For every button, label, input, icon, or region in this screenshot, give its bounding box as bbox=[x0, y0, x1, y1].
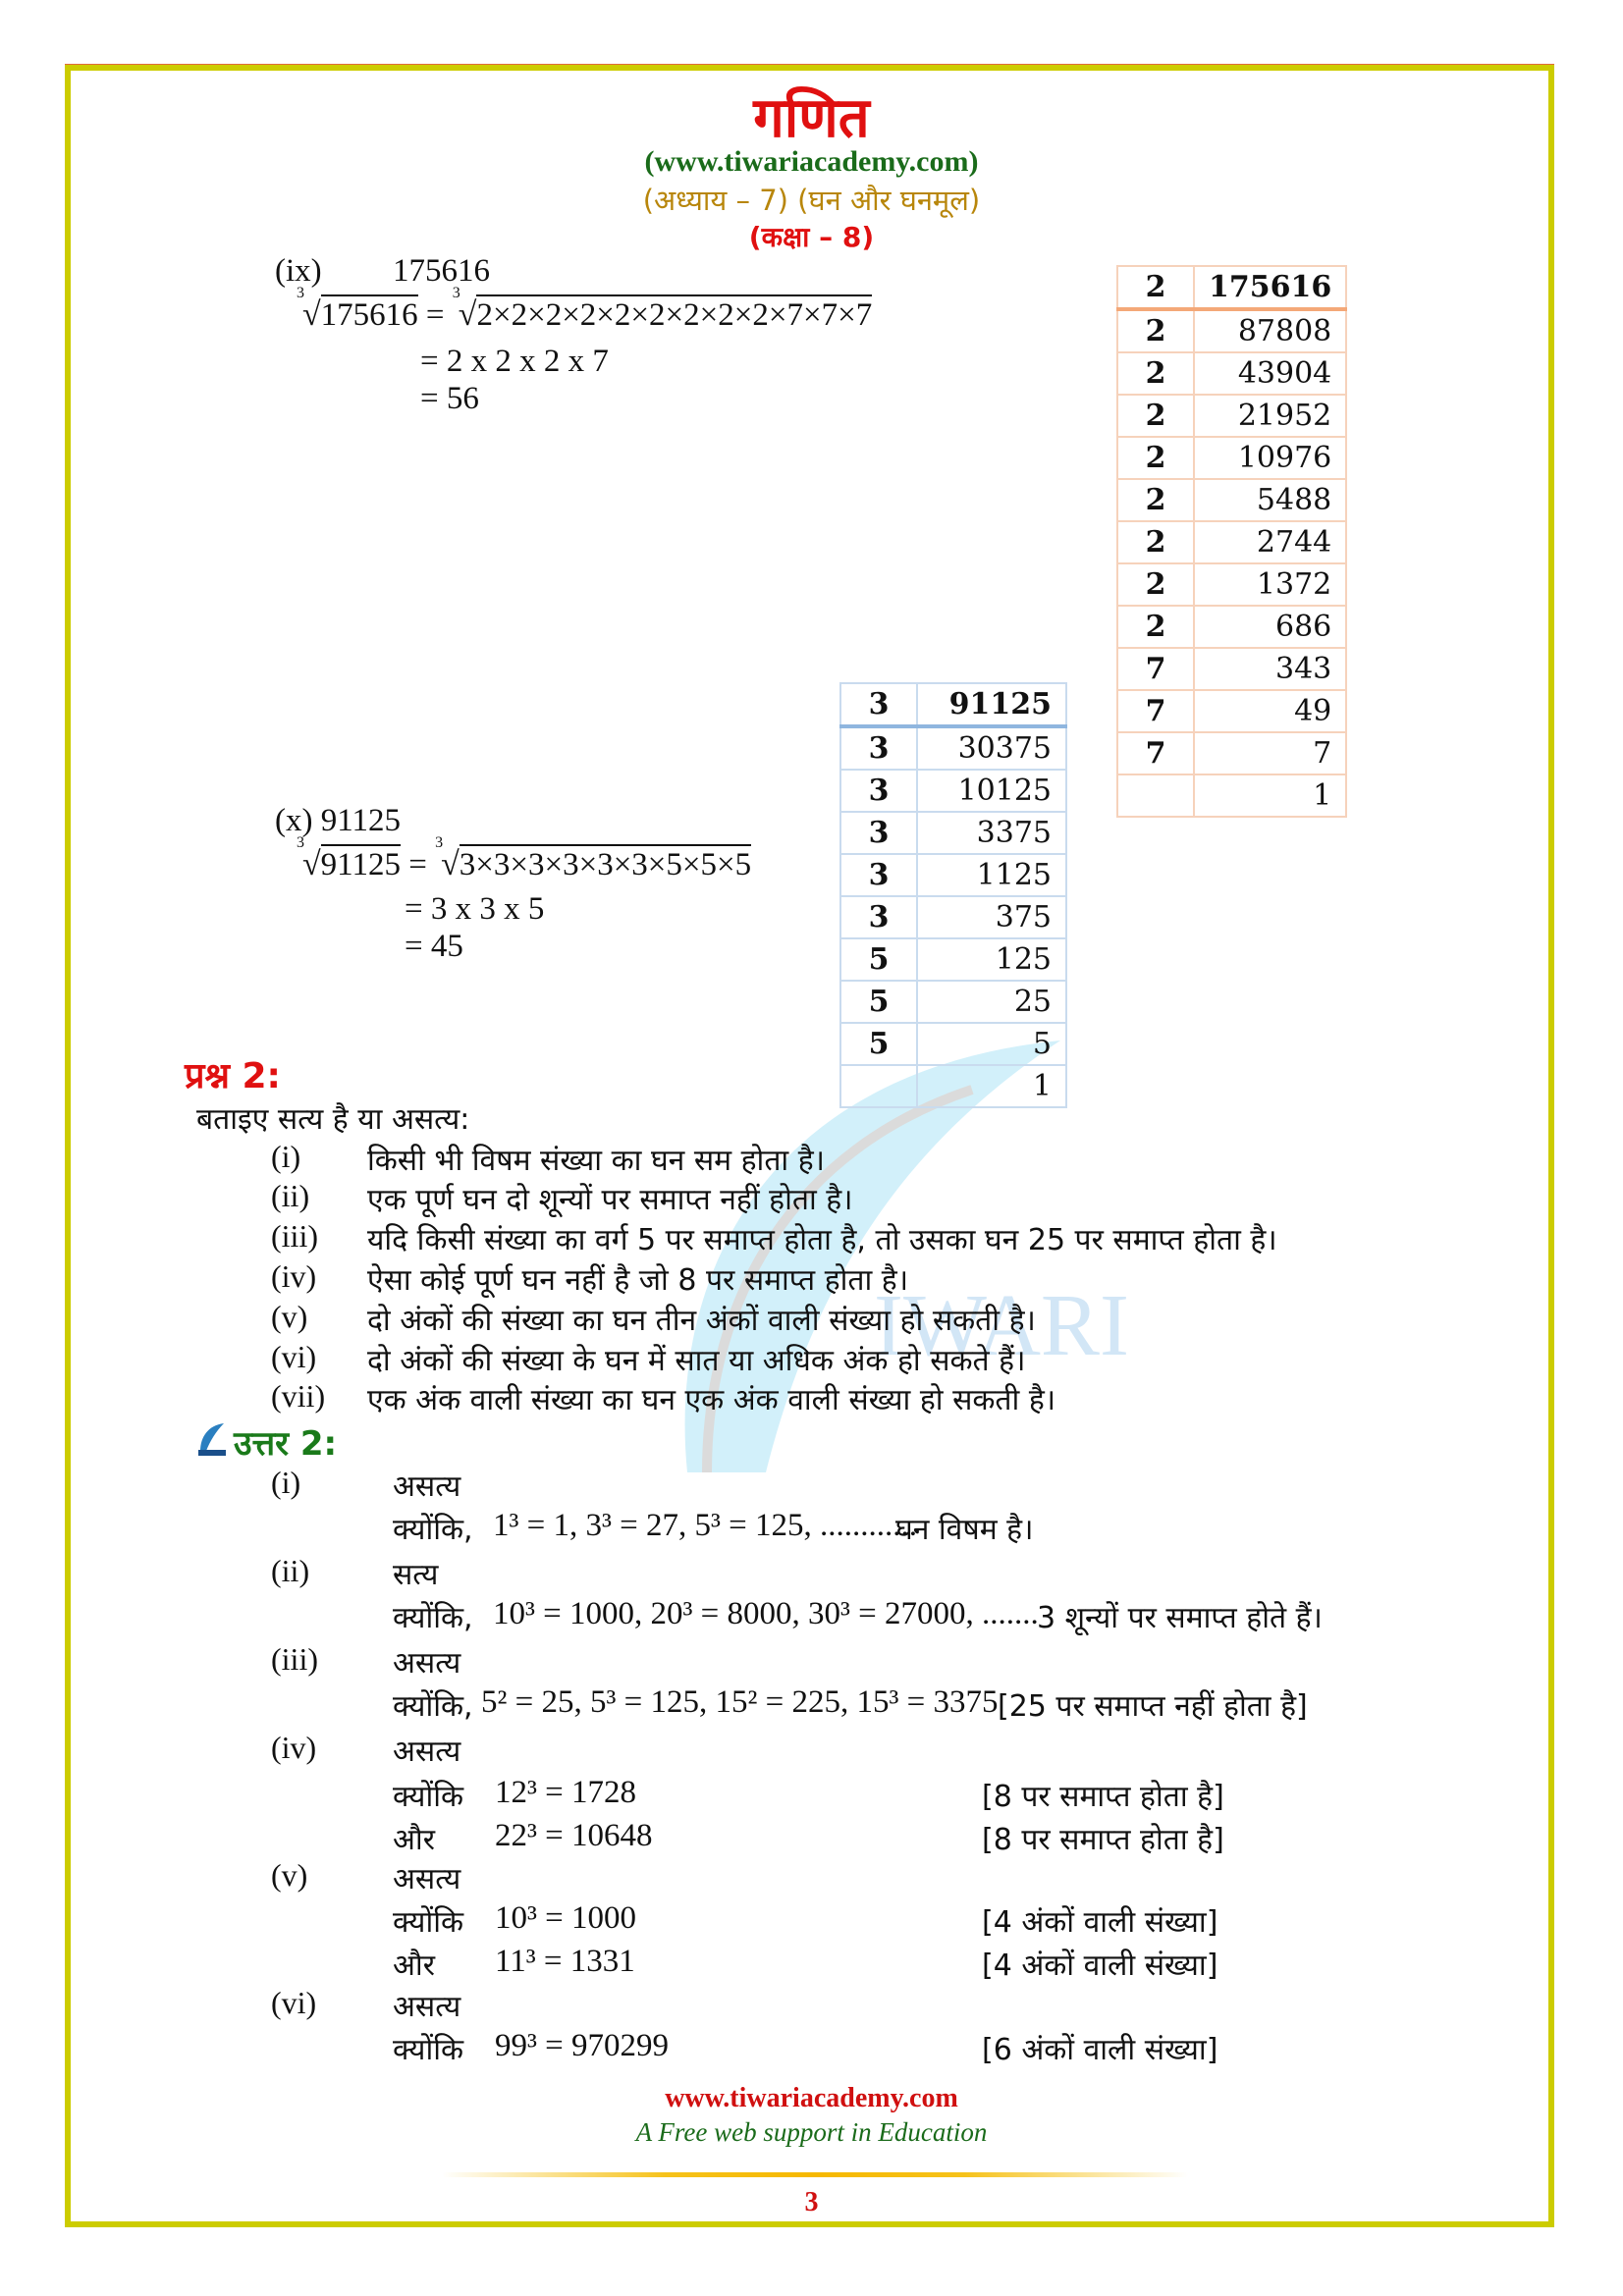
table-row bbox=[840, 812, 1066, 854]
header-website: (www.tiwariacademy.com) bbox=[644, 145, 979, 178]
value-cell: 1125 bbox=[917, 854, 1066, 896]
problem-ix-label: (ix) bbox=[275, 253, 322, 289]
value-cell: 2744 bbox=[1194, 521, 1346, 563]
lhs-radicand: 175616 bbox=[321, 294, 418, 333]
class-label: (कक्षा – 8) bbox=[748, 221, 875, 253]
table-row bbox=[840, 938, 1066, 981]
divisor-cell: 2 bbox=[1117, 563, 1194, 606]
divisor-cell: 5 bbox=[840, 938, 917, 981]
problem-ix-number: 175616 bbox=[393, 253, 490, 289]
table-row bbox=[1117, 479, 1346, 521]
table-row bbox=[840, 726, 1066, 770]
question-item-num: (v) bbox=[271, 1299, 308, 1334]
answer-verdict: सत्य bbox=[393, 1558, 439, 1592]
problem-ix-step2: = 56 bbox=[420, 381, 479, 416]
divisor-cell: 2 bbox=[1117, 606, 1194, 648]
value-cell: 5488 bbox=[1194, 479, 1346, 521]
answer-lead: क्योंकि bbox=[393, 1905, 464, 1940]
equals-sign: = bbox=[408, 847, 427, 882]
tiwari-leaf-logo-icon bbox=[196, 1421, 228, 1457]
answer-expression: 10³ = 1000, 20³ = 8000, 30³ = 27000, ....... bbox=[493, 1596, 1039, 1631]
divisor-cell: 7 bbox=[1117, 690, 1194, 732]
answer-verdict: असत्य bbox=[393, 1862, 461, 1896]
question-item-num: (vii) bbox=[271, 1378, 326, 1414]
footer-tagline: A Free web support in Education bbox=[635, 2117, 988, 2147]
root-index: 3 bbox=[452, 285, 460, 301]
answer-lead: और bbox=[393, 1823, 435, 1857]
answer-note: [25 पर समाप्त नहीं होता है] bbox=[998, 1689, 1308, 1724]
chapter-subtitle: (अध्याय – 7) (घन और घनमूल) bbox=[642, 184, 981, 217]
answer-expression: 11³ = 1331 bbox=[495, 1944, 635, 1979]
root-index: 3 bbox=[297, 834, 304, 851]
divisor-cell: 3 bbox=[840, 683, 917, 726]
answer-item-num: (i) bbox=[271, 1465, 301, 1500]
value-cell: 1 bbox=[917, 1065, 1066, 1107]
divisor-cell bbox=[1117, 774, 1194, 817]
divisor-cell: 7 bbox=[1117, 648, 1194, 690]
question-item-num: (iv) bbox=[271, 1258, 317, 1294]
footer-website-link[interactable]: www.tiwariacademy.com bbox=[665, 2083, 958, 2113]
question-item-text: एक अंक वाली संख्या का घन एक अंक वाली संख्या हो सकती है। bbox=[367, 1383, 1056, 1417]
table-row bbox=[1117, 606, 1346, 648]
table-header-row bbox=[1117, 266, 1346, 309]
divisor-cell: 7 bbox=[1117, 732, 1194, 774]
table-row bbox=[1117, 648, 1346, 690]
divisor-cell: 2 bbox=[1117, 309, 1194, 352]
answer-note: [4 अंकों वाली संख्या] bbox=[982, 1905, 1218, 1940]
answer-expression: 22³ = 10648 bbox=[495, 1818, 653, 1853]
answer-verdict: असत्य bbox=[393, 1735, 461, 1769]
problem-x-step2: = 45 bbox=[405, 929, 463, 964]
value-cell: 49 bbox=[1194, 690, 1346, 732]
value-cell: 125 bbox=[917, 938, 1066, 981]
problem-x-equation bbox=[297, 834, 752, 883]
table-row bbox=[1117, 395, 1346, 437]
footer-divider bbox=[442, 2172, 1188, 2177]
answer-verdict: असत्य bbox=[393, 1990, 461, 2024]
divisor-cell: 2 bbox=[1117, 521, 1194, 563]
problem-x-step1: = 3 x 3 x 5 bbox=[405, 891, 545, 927]
value-cell: 91125 bbox=[917, 683, 1066, 726]
divisor-cell: 3 bbox=[840, 812, 917, 854]
answer-because: क्योंकि, bbox=[393, 1513, 473, 1547]
value-cell: 43904 bbox=[1194, 352, 1346, 395]
table-row bbox=[840, 1065, 1066, 1107]
problem-ix-step1: = 2 x 2 x 2 x 7 bbox=[420, 344, 609, 379]
divisor-cell: 3 bbox=[840, 896, 917, 938]
rhs-radicand: 3×3×3×3×3×3×5×5×5 bbox=[460, 844, 751, 882]
value-cell: 7 bbox=[1194, 732, 1346, 774]
answer-verdict: असत्य bbox=[393, 1469, 461, 1504]
answer-expression: 99³ = 970299 bbox=[495, 2028, 670, 2063]
value-cell: 10976 bbox=[1194, 437, 1346, 479]
divisor-cell: 3 bbox=[840, 770, 917, 812]
page-title: गणित bbox=[753, 86, 870, 150]
answer-note: [6 अंकों वाली संख्या] bbox=[982, 2033, 1218, 2067]
table-row bbox=[840, 896, 1066, 938]
divisor-cell: 2 bbox=[1117, 479, 1194, 521]
question-item-text: दो अंकों की संख्या के घन में सात या अधिक अंक हो सकते हैं। bbox=[367, 1344, 1026, 1378]
question-item-text: किसी भी विषम संख्या का घन सम होता है। bbox=[367, 1144, 826, 1178]
question-prompt: बताइए सत्य है या असत्य: bbox=[196, 1102, 470, 1137]
root-index: 3 bbox=[297, 285, 304, 301]
problem-x-label: (x) 91125 bbox=[275, 803, 402, 838]
table-row bbox=[840, 770, 1066, 812]
divisor-cell: 5 bbox=[840, 981, 917, 1023]
answer-note: [8 पर समाप्त होता है] bbox=[982, 1823, 1224, 1857]
factor-table-91125 bbox=[839, 682, 1067, 1108]
question-item-num: (vi) bbox=[271, 1339, 317, 1374]
table-row bbox=[840, 1023, 1066, 1065]
value-cell: 87808 bbox=[1194, 309, 1346, 352]
table-row bbox=[1117, 309, 1346, 352]
divisor-cell: 2 bbox=[1117, 352, 1194, 395]
value-cell: 1 bbox=[1194, 774, 1346, 817]
divisor-cell: 3 bbox=[840, 726, 917, 770]
divisor-cell: 2 bbox=[1117, 395, 1194, 437]
question-item-text: एक पूर्ण घन दो शून्यों पर समाप्त नहीं होता है। bbox=[367, 1183, 853, 1217]
question-heading: प्रश्न 2: bbox=[185, 1056, 281, 1096]
root-index: 3 bbox=[435, 834, 444, 851]
rhs-radicand: 2×2×2×2×2×2×2×2×2×7×7×7 bbox=[476, 294, 872, 333]
question-item-num: (ii) bbox=[271, 1178, 310, 1213]
question-item-text: ऐसा कोई पूर्ण घन नहीं है जो 8 पर समाप्त होता है। bbox=[367, 1263, 909, 1298]
value-cell: 1372 bbox=[1194, 563, 1346, 606]
answer-expression: 12³ = 1728 bbox=[495, 1775, 637, 1810]
table-row bbox=[1117, 437, 1346, 479]
question-item-num: (i) bbox=[271, 1139, 301, 1174]
answer-lead: और bbox=[393, 1949, 435, 1983]
table-row bbox=[1117, 732, 1346, 774]
divisor-cell: 5 bbox=[840, 1023, 917, 1065]
answer-note: घन विषम है। bbox=[895, 1513, 1034, 1547]
value-cell: 30375 bbox=[917, 726, 1066, 770]
problem-ix-equation bbox=[297, 285, 873, 334]
value-cell: 25 bbox=[917, 981, 1066, 1023]
answer-expression: 1³ = 1, 3³ = 27, 5³ = 125, ............ bbox=[493, 1508, 918, 1543]
table-row bbox=[1117, 774, 1346, 817]
lhs-radicand: 91125 bbox=[321, 844, 401, 882]
divisor-cell bbox=[840, 1065, 917, 1107]
answer-verdict: असत्य bbox=[393, 1646, 461, 1681]
factor-table-175616 bbox=[1116, 265, 1347, 818]
answer-note: [4 अंकों वाली संख्या] bbox=[982, 1949, 1218, 1983]
table-row bbox=[1117, 352, 1346, 395]
cube-root-symbol-icon: $^3$√ bbox=[297, 285, 321, 333]
page-number: 3 bbox=[804, 2187, 819, 2217]
answer-lead: क्योंकि bbox=[393, 2033, 464, 2067]
answer-item-num: (iv) bbox=[271, 1730, 317, 1765]
divisor-cell: 3 bbox=[840, 854, 917, 896]
divisor-cell: 2 bbox=[1117, 437, 1194, 479]
answer-because: क्योंकि, bbox=[393, 1689, 473, 1724]
answer-lead: क्योंकि bbox=[393, 1780, 464, 1814]
value-cell: 375 bbox=[917, 896, 1066, 938]
value-cell: 5 bbox=[917, 1023, 1066, 1065]
equals-sign: = bbox=[425, 297, 445, 333]
question-item-text: यदि किसी संख्या का वर्ग 5 पर समाप्त होता है, तो उसका घन 25 पर समाप्त होता है। bbox=[367, 1223, 1277, 1257]
value-cell: 10125 bbox=[917, 770, 1066, 812]
cube-root-symbol-icon: $^3$√ bbox=[297, 834, 321, 882]
answer-item-num: (ii) bbox=[271, 1553, 310, 1588]
table-row bbox=[840, 854, 1066, 896]
table-row bbox=[1117, 563, 1346, 606]
question-item-num: (iii) bbox=[271, 1218, 318, 1254]
value-cell: 3375 bbox=[917, 812, 1066, 854]
divisor-cell: 2 bbox=[1117, 266, 1194, 309]
answer-item-num: (iii) bbox=[271, 1641, 318, 1677]
answer-expression: 5² = 25, 5³ = 125, 15² = 225, 15³ = 3375 bbox=[481, 1684, 999, 1720]
table-row bbox=[840, 981, 1066, 1023]
value-cell: 343 bbox=[1194, 648, 1346, 690]
answer-expression: 10³ = 1000 bbox=[495, 1900, 637, 1936]
value-cell: 21952 bbox=[1194, 395, 1346, 437]
table-row bbox=[1117, 521, 1346, 563]
answer-item-num: (vi) bbox=[271, 1985, 317, 2020]
svg-text:IWARI: IWARI bbox=[874, 1277, 1129, 1374]
question-item-text: दो अंकों की संख्या का घन तीन अंकों वाली संख्या हो सकती है। bbox=[367, 1304, 1036, 1338]
answer-because: क्योंकि, bbox=[393, 1601, 473, 1635]
value-cell: 686 bbox=[1194, 606, 1346, 648]
cube-root-symbol-icon: $^3$√ bbox=[452, 285, 477, 333]
answer-item-num: (v) bbox=[271, 1857, 308, 1893]
answer-note: 3 शून्यों पर समाप्त होते हैं। bbox=[1037, 1601, 1323, 1635]
table-header-row bbox=[840, 683, 1066, 726]
cube-root-symbol-icon: $^3$√ bbox=[435, 834, 460, 882]
table-row bbox=[1117, 690, 1346, 732]
value-cell: 175616 bbox=[1194, 266, 1346, 309]
answer-heading: उत्तर 2: bbox=[234, 1424, 338, 1464]
answer-note: [8 पर समाप्त होता है] bbox=[982, 1780, 1224, 1814]
